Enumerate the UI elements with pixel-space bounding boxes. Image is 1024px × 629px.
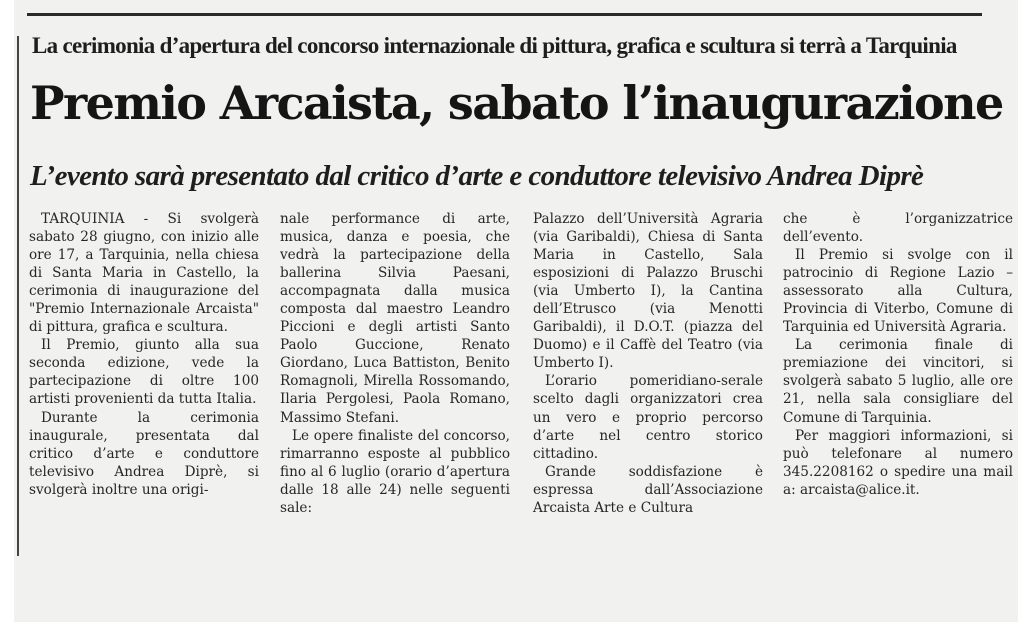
paragraph: Il Premio si svolge con il patrocinio di Regione Lazio – assessorato alla Cultura, Provincia di Viterbo, Comune di Tarquinia ed Università Agraria.	[783, 247, 1013, 336]
article-kicker: La cerimonia d’apertura del concorso internazionale di pittura, grafica e scultura si terrà a Tarquinia	[32, 33, 957, 58]
left-rule	[17, 36, 19, 556]
paragraph: Grande soddisfazione è espressa dall’Associazione Arcaista Arte e Cultura	[533, 463, 763, 516]
article-column-1	[29, 210, 259, 499]
paragraph: La cerimonia finale di premiazione dei vincitori, si svolgerà sabato 5 luglio, alle ore 21, nella sala consigliare del Comune di Tarquinia.	[783, 337, 1013, 426]
paragraph: TARQUINIA - Si svolgerà sabato 28 giugno, con inizio alle ore 17, a Tarquinia, nella chiesa di Santa Maria in Castello, la cerimonia di inaugurazione del "Premio Internazionale Arcaista" di pittura, grafica e scultura.	[29, 211, 259, 336]
article-headline: Premio Arcaista, sabato l’inaugurazione	[30, 76, 1003, 130]
paragraph: Durante la cerimonia inaugurale, presentata dal critico d’arte e conduttore televisivo Andrea Diprè, si svolgerà inoltre una origi-	[29, 409, 259, 498]
paragraph: L’orario pomeridiano-serale scelto dagli organizzatori crea un vero e proprio percorso d’arte nel centro storico cittadino.	[533, 373, 763, 462]
paragraph: nale performance di arte, musica, danza e poesia, che vedrà la partecipazione della ballerina Silvia Paesani, accompagnata dalla musica composta dal maestro Leandro Piccioni e degli artisti Santo Paolo Guccione, Renato Giordano, Luca Battiston, Benito Romagnoli, Mirella Rossomando, Ilaria Pergolesi, Paola Romano, Massimo Stefani.	[280, 211, 510, 426]
article-column-2	[280, 210, 510, 517]
article-column-4	[783, 210, 1013, 499]
article-subheadline: L’evento sarà presentato dal critico d’arte e conduttore televisivo Andrea Diprè	[30, 160, 924, 192]
article-column-3	[533, 210, 763, 517]
paragraph: Le opere finaliste del concorso, rimarranno esposte al pubblico fino al 6 luglio (orario d’apertura dalle 18 alle 24) nelle seguenti sale:	[280, 427, 510, 516]
top-rule	[27, 13, 982, 16]
paragraph: che è l’organizzatrice dell’evento.	[783, 211, 1013, 246]
paragraph: Il Premio, giunto alla sua seconda edizione, vede la partecipazione di oltre 100 artisti provenienti da tutta Italia.	[29, 337, 259, 408]
paragraph: Per maggiori informazioni, si può telefonare al numero 345.2208162 o spedire una mail a: arcaista@alice.it.	[783, 427, 1013, 498]
paragraph: Palazzo dell’Università Agraria (via Garibaldi), Chiesa di Santa Maria in Castello, Sala esposizioni di Palazzo Bruschi (via Umberto I), la Cantina dell’Etrusco (via Menotti Garibaldi), il D.O.T. (piazza del Duomo) e il Caffè del Teatro (via Umberto I).	[533, 211, 763, 372]
